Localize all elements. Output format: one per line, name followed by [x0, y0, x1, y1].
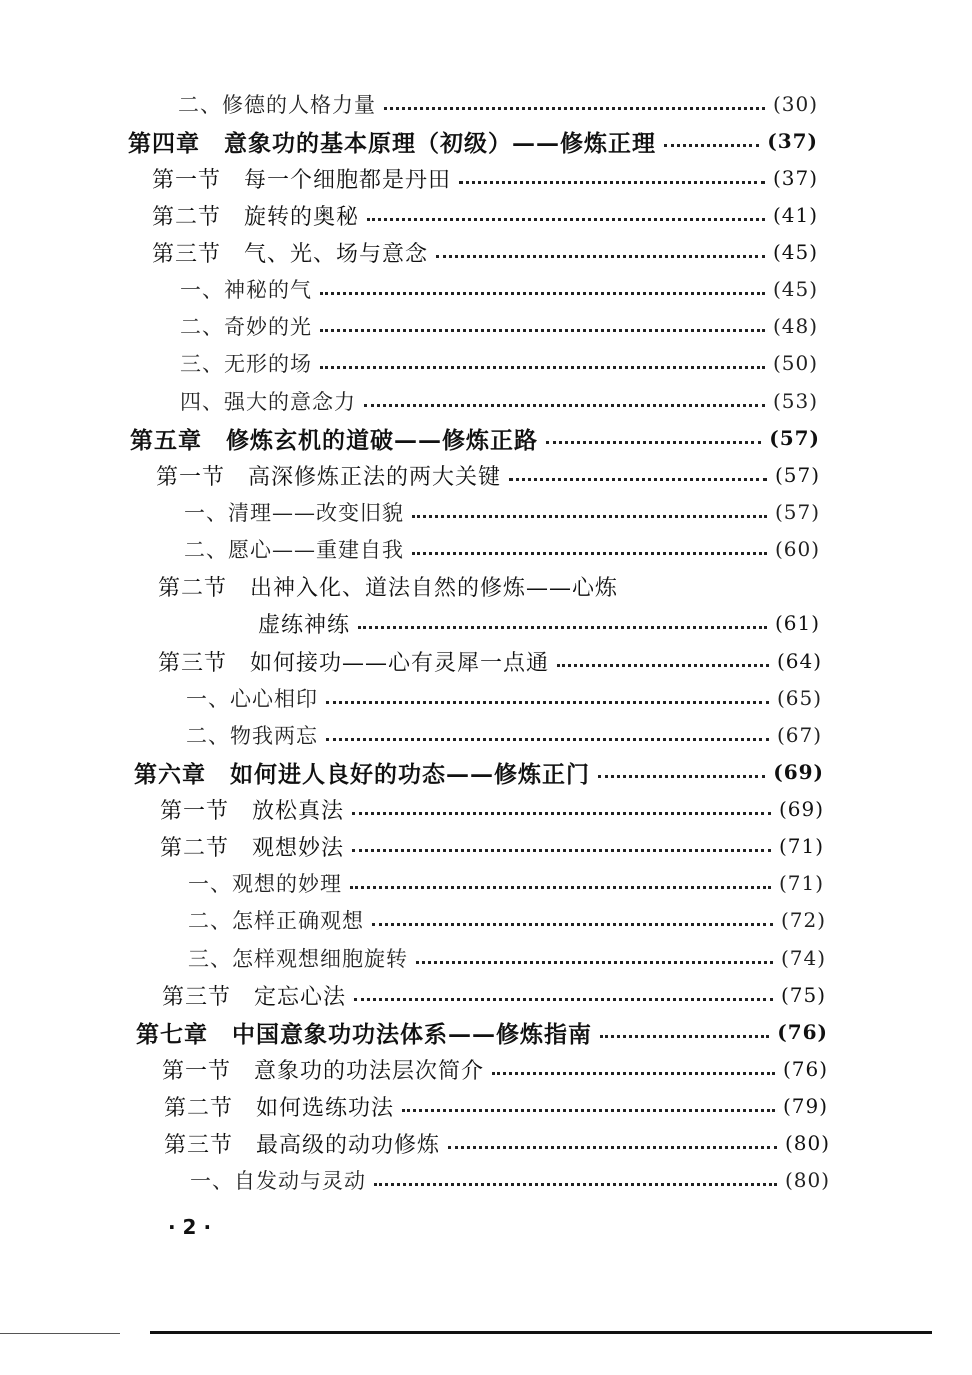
toc-entry-page: (76) — [782, 1057, 828, 1081]
toc-entry-title: 二、愿心——重建自我 — [184, 538, 404, 562]
toc-entry-title: 三、怎样观想细胞旋转 — [188, 947, 408, 971]
toc-entry-page: (45) — [772, 240, 818, 264]
toc-entry-page: (61) — [774, 611, 820, 635]
toc-section — [158, 568, 618, 604]
toc-entry-page: (75) — [780, 983, 826, 1007]
toc-section — [152, 234, 818, 270]
toc-entry-page: (80) — [784, 1131, 830, 1155]
leader-dots — [367, 218, 765, 221]
toc-entry-title: 一、自发动与灵动 — [190, 1169, 366, 1193]
toc-entry-page: (71) — [778, 834, 824, 858]
toc-entry-title: 第一节 放松真法 — [160, 798, 345, 824]
leader-dots — [598, 775, 765, 778]
toc-section — [164, 1125, 830, 1161]
toc-entry-title: 二、修德的人格力量 — [178, 93, 376, 117]
toc-entry-page: (76) — [777, 1020, 828, 1044]
toc-entry-title: 虚练神练 — [258, 612, 351, 638]
toc-section — [160, 828, 824, 864]
leader-dots — [600, 1035, 769, 1038]
leader-dots — [350, 886, 771, 889]
toc-entry-page: (79) — [782, 1094, 828, 1118]
toc-entry-title: 第二节 旋转的奥秘 — [152, 204, 360, 230]
leader-dots — [320, 366, 765, 369]
toc-entry-title: 第五章 修炼玄机的道破——修炼正路 — [130, 426, 538, 454]
toc-entry-page: (80) — [784, 1168, 830, 1192]
leader-dots — [509, 478, 767, 481]
leader-dots — [664, 144, 759, 147]
leader-dots — [372, 923, 773, 926]
toc-entry-title: 二、奇妙的光 — [180, 315, 312, 339]
leader-dots — [352, 849, 771, 852]
leader-dots — [416, 961, 773, 964]
toc-entry-page: (72) — [780, 908, 826, 932]
toc-entry-page: (60) — [774, 537, 820, 561]
toc-entry-page: (71) — [778, 871, 824, 895]
toc-entry-page: (67) — [776, 723, 822, 747]
toc-entry-page: (65) — [776, 686, 822, 710]
toc-entry-title: 一、心心相印 — [186, 687, 318, 711]
toc-section-continuation — [258, 605, 820, 641]
toc-entry-title: 第七章 中国意象功功法体系——修炼指南 — [136, 1020, 592, 1048]
toc-entry-title: 第二节 出神入化、道法自然的修炼——心炼 — [158, 575, 619, 601]
leader-dots — [374, 1183, 777, 1186]
toc-entry-title: 第六章 如何进人良好的功态——修炼正门 — [134, 760, 590, 788]
toc-entry-title: 第三节 如何接功——心有灵犀一点通 — [158, 650, 550, 676]
leader-dots — [320, 292, 765, 295]
toc-section — [152, 160, 818, 196]
toc-subsection — [184, 494, 820, 530]
toc-entry-title: 一、神秘的气 — [180, 278, 312, 302]
toc-entry-title: 第二节 观想妙法 — [160, 835, 345, 861]
toc-entry-page: (53) — [772, 389, 818, 413]
leader-dots — [412, 552, 767, 555]
toc-subsection — [184, 531, 820, 567]
toc-entry-title: 第一节 每一个细胞都是丹田 — [152, 167, 452, 193]
leader-dots — [557, 664, 769, 667]
toc-entry-title: 第一节 高深修炼正法的两大关键 — [156, 464, 502, 490]
toc-section — [156, 457, 820, 493]
toc-chapter — [136, 1014, 828, 1050]
toc-subsection — [190, 1162, 830, 1198]
toc-section — [160, 791, 824, 827]
toc-chapter — [128, 123, 818, 159]
toc-entry-page: (64) — [776, 649, 822, 673]
toc-subsection — [180, 308, 818, 344]
toc-subsection — [180, 271, 818, 307]
page-number: · 2 · — [168, 1215, 212, 1239]
toc-entry-page: (74) — [780, 946, 826, 970]
leader-dots — [436, 255, 765, 258]
toc-entry-title: 一、观想的妙理 — [188, 872, 342, 896]
toc-entry-page: (48) — [772, 314, 818, 338]
toc-entry-page: (57) — [769, 426, 820, 450]
toc-section — [158, 643, 822, 679]
leader-dots — [352, 812, 771, 815]
toc-entry-page: (45) — [772, 277, 818, 301]
toc-section — [162, 977, 826, 1013]
leader-dots — [358, 626, 767, 629]
leader-dots — [402, 1109, 775, 1112]
leader-dots — [354, 998, 773, 1001]
toc-entry-title: 第一节 意象功的功法层次简介 — [162, 1058, 485, 1084]
toc-entry-page: (50) — [772, 351, 818, 375]
toc-entry-page: (37) — [772, 166, 818, 190]
toc-section — [152, 197, 818, 233]
toc-entry-title: 第三节 最高级的动功修炼 — [164, 1132, 441, 1158]
toc-entry-title: 第二节 如何选练功法 — [164, 1095, 395, 1121]
toc-entry-title: 一、清理——改变旧貌 — [184, 501, 404, 525]
leader-dots — [326, 701, 769, 704]
toc-entry-title: 二、物我两忘 — [186, 724, 318, 748]
toc-entry-page: (57) — [774, 500, 820, 524]
toc-subsection — [186, 717, 822, 753]
toc-entry-page: (69) — [778, 797, 824, 821]
leader-dots — [459, 181, 765, 184]
toc-entry-page: (57) — [774, 463, 820, 487]
toc-entry-title: 四、强大的意念力 — [180, 390, 356, 414]
toc-entry-page: (69) — [773, 760, 824, 784]
toc-entry-title: 二、怎样正确观想 — [188, 909, 364, 933]
leader-dots — [320, 329, 765, 332]
toc-subsection — [186, 680, 822, 716]
leader-dots — [364, 404, 765, 407]
toc-subsection — [180, 383, 818, 419]
leader-dots — [412, 515, 767, 518]
toc-subsection — [188, 902, 826, 938]
leader-dots — [546, 441, 761, 444]
bottom-rule-left — [0, 1333, 120, 1334]
leader-dots — [448, 1146, 777, 1149]
toc-chapter — [134, 754, 824, 790]
toc-entry-title: 三、无形的场 — [180, 352, 312, 376]
leader-dots — [326, 738, 769, 741]
toc-subsection — [188, 865, 824, 901]
toc-chapter — [130, 420, 820, 456]
toc-entry-page: (30) — [772, 92, 818, 116]
toc-subsection — [188, 940, 826, 976]
leader-dots — [384, 107, 765, 110]
toc-section — [164, 1088, 828, 1124]
toc-entry-page: (37) — [767, 129, 818, 153]
toc-subsection — [180, 345, 818, 381]
toc-entry-title: 第四章 意象功的基本原理（初级）——修炼正理 — [128, 129, 656, 157]
toc-entry — [178, 86, 818, 122]
toc-entry-page: (41) — [772, 203, 818, 227]
bottom-rule — [150, 1331, 932, 1334]
toc-entry-title: 第三节 气、光、场与意念 — [152, 241, 429, 267]
leader-dots — [492, 1072, 775, 1075]
toc-entry-title: 第三节 定忘心法 — [162, 984, 347, 1010]
toc-section — [162, 1051, 828, 1087]
